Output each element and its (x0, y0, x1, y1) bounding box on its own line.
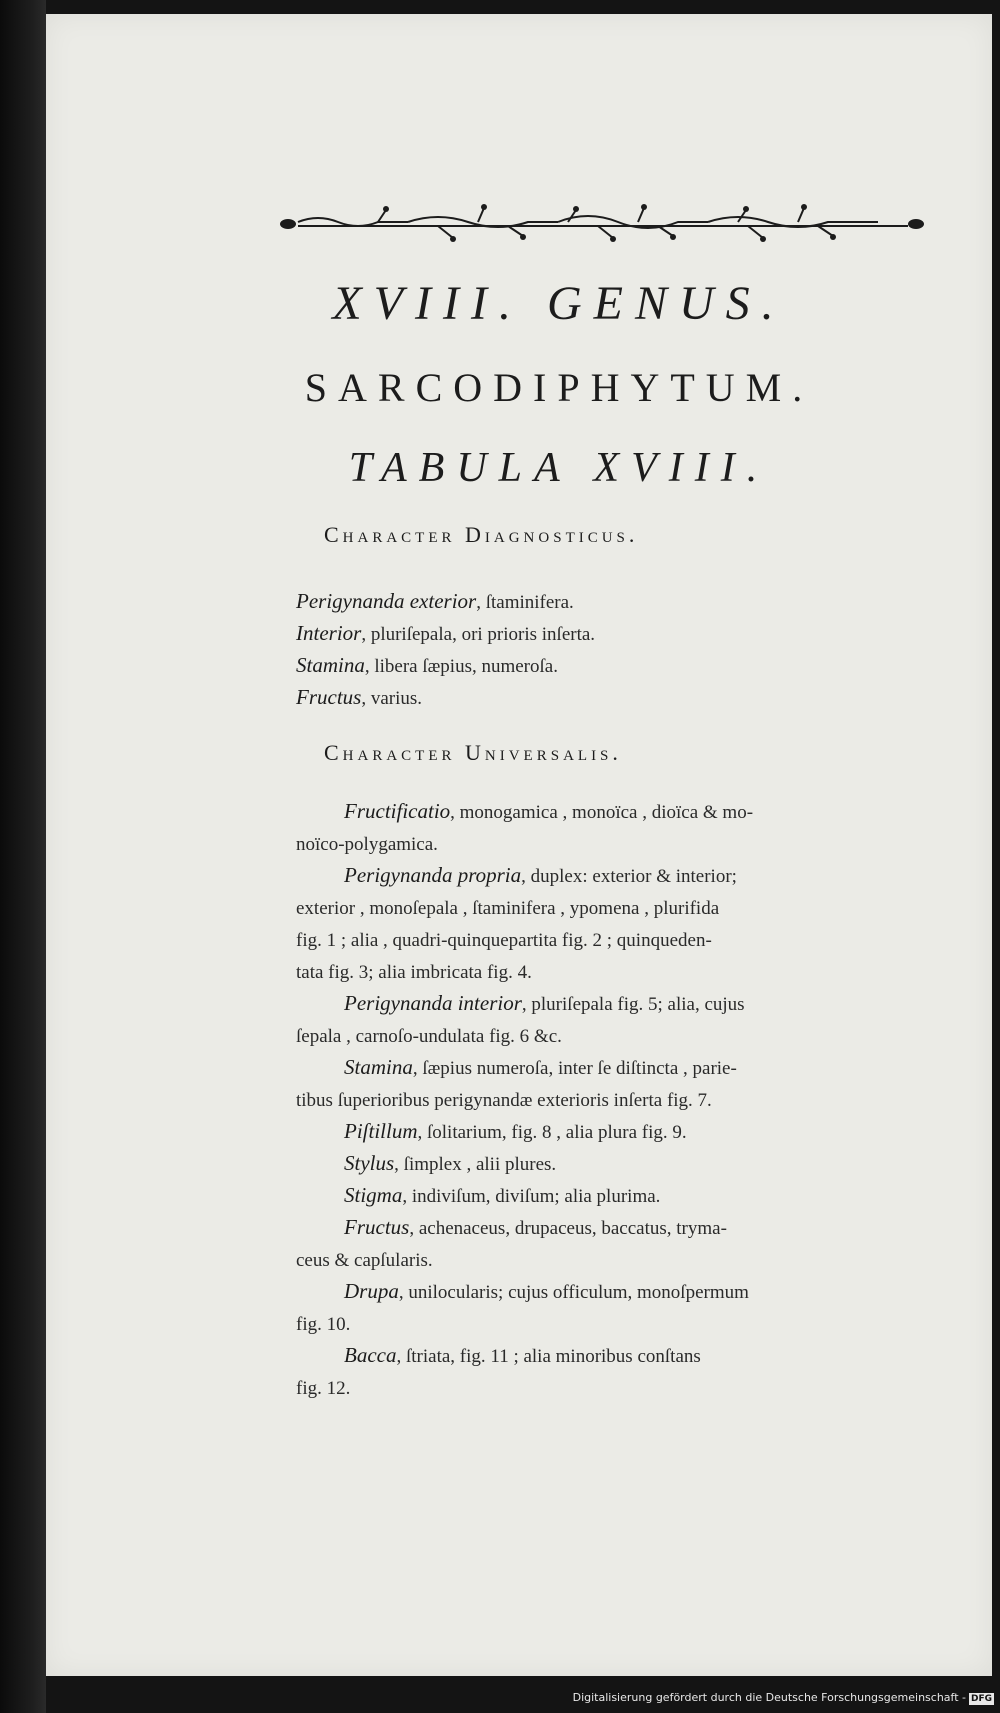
term: Stylus (344, 1151, 395, 1175)
text: , libera ſæpius, numeroſa. (364, 656, 558, 677)
text: fig. 10. (296, 1314, 351, 1335)
text: tata fig. 3; alia imbricata fig. 4. (296, 962, 532, 983)
term: Stamina (296, 653, 365, 677)
term: Fructificatio (344, 799, 451, 823)
text-line (296, 1308, 941, 1340)
text-line (296, 682, 941, 714)
credit-text: Digitalisierung gefördert durch die Deutsche Forschungsgemeinschaft - (572, 1691, 966, 1704)
section-heading-universalis: Character Universalis. (324, 740, 622, 765)
text: tibus ſuperioribus perigynandæ exterioris inſerta fig. 7. (296, 1090, 712, 1111)
text-line (296, 924, 941, 956)
text: , ſtaminifera. (476, 592, 574, 613)
text: exterior , monoſepala , ſtaminifera , ypomena , plurifida (296, 898, 720, 919)
term: Perigynanda interior (344, 991, 522, 1015)
text: , achenaceus, drupaceus, baccatus, tryma- (409, 1218, 727, 1239)
text-line (296, 1244, 941, 1276)
genus-heading: XVIII. GENUS. (332, 277, 786, 330)
diagnostic-character-block (296, 586, 941, 714)
text: , pluriſepala, ori prioris inſerta. (361, 624, 596, 645)
term: Fructus (296, 685, 362, 709)
text: fig. 12. (296, 1378, 351, 1399)
text-line (296, 586, 941, 618)
text-line (296, 1116, 941, 1148)
text-line (296, 1020, 941, 1052)
text: , indiviſum, diviſum; alia plurima. (402, 1186, 661, 1207)
text-line (296, 650, 941, 682)
text: , ſolitarium, fig. 8 , alia plura fig. 9. (417, 1122, 687, 1143)
text-line (296, 1372, 941, 1404)
dfg-logo-icon: DFG (970, 1694, 992, 1704)
text-line (296, 892, 941, 924)
text-line (296, 988, 941, 1020)
text: , ſimplex , alii plures. (394, 1154, 557, 1175)
text-line (296, 618, 941, 650)
section-heading-diagnosticus: Character Diagnosticus. (324, 522, 639, 547)
term: Fructus (344, 1215, 410, 1239)
text-line (296, 1276, 941, 1308)
text-line (296, 1340, 941, 1372)
digitization-credit (573, 1691, 994, 1705)
text: ſepala , carnoſo-undulata fig. 6 &c. (296, 1026, 562, 1047)
term: Stamina (344, 1055, 413, 1079)
term: Piſtillum (344, 1119, 418, 1143)
term: Perigynanda propria (344, 863, 522, 887)
text-line (296, 1148, 941, 1180)
term: Drupa (344, 1279, 399, 1303)
term: Bacca (344, 1343, 397, 1367)
text: , varius. (361, 688, 423, 709)
text-line (296, 956, 941, 988)
term: Interior (296, 621, 362, 645)
text-line (296, 860, 941, 892)
plate-reference: TABULA XVIII. (348, 445, 770, 491)
text: , ſæpius numeroſa, inter ſe diſtincta , parie- (412, 1058, 737, 1079)
text-line (296, 828, 941, 860)
term: Stigma (344, 1183, 403, 1207)
text-line (296, 1212, 941, 1244)
text-line (296, 796, 941, 828)
text-line (296, 1052, 941, 1084)
text-line (296, 1084, 941, 1116)
text: , ſtriata, fig. 11 ; alia minoribus conſtans (396, 1346, 701, 1367)
scan-binding-edge (0, 0, 46, 1713)
book-page (46, 14, 992, 1676)
text: ceus & capſularis. (296, 1250, 433, 1271)
text: noïco-polygamica. (296, 834, 438, 855)
vine-ornament-icon (278, 196, 928, 256)
genus-name: SARCODIPHYTUM. (304, 365, 814, 410)
text: fig. 1 ; alia , quadri-quinquepartita fig. 2 ; quinqueden- (296, 930, 712, 951)
universal-character-block (296, 796, 941, 1404)
text: , monogamica , monoïca , dioïca & mo- (450, 802, 754, 823)
term: Perigynanda exterior (296, 589, 477, 613)
text-line (296, 1180, 941, 1212)
text: , unilocularis; cujus officulum, monoſpermum (398, 1282, 749, 1303)
text: , pluriſepala fig. 5; alia, cujus (521, 994, 745, 1015)
text: , duplex: exterior & interior; (521, 866, 737, 887)
